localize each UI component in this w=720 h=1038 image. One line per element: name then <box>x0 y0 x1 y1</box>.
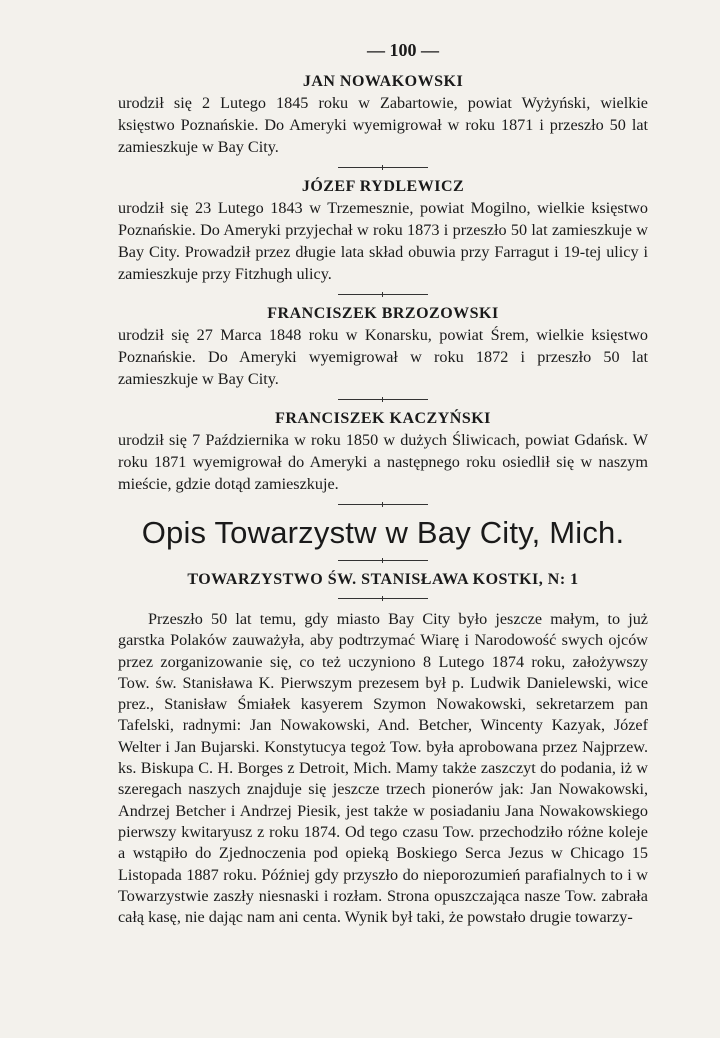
entry-text: urodził się 7 Października w roku 1850 w dużych Śliwicach, powiat Gdańsk. W roku 1871 wyemigrował do Ameryki a następnego roku osiedlił się w naszym mieście, gdzie dotąd zamieszkuje. <box>118 431 648 493</box>
entry-name: JÓZEF RYDLEWICZ <box>301 178 465 195</box>
page-number: — 100 — <box>367 40 439 60</box>
entry-text: urodził się 27 Marca 1848 roku w Konarsku, powiat Śrem, wielkie księstwo Poznańskie. Do Ameryki wyemigrował w roku 1872 i przeszło 50 lat zamieszkuje w Bay City. <box>118 326 648 388</box>
section-divider <box>338 294 428 295</box>
society-heading: TOWARZYSTWO ŚW. STANISŁAWA KOSTKI, N: 1 <box>187 571 579 588</box>
entry-name: FRANCISZEK KACZYŃSKI <box>275 410 491 427</box>
section-divider <box>338 399 428 400</box>
biography-entry <box>118 178 648 285</box>
entry-text: urodził się 2 Lutego 1845 roku w Zabartowie, powiat Wyżyński, wielkie księstwo Poznańskie. Do Ameryki wyemigrował w roku 1871 i przeszło 50 lat zamieszkuje w Bay City. <box>118 94 648 156</box>
section-divider <box>338 167 428 168</box>
entry-name: FRANCISZEK BRZOZOWSKI <box>267 305 499 322</box>
section-divider <box>338 560 428 561</box>
biography-entry <box>118 410 648 495</box>
biography-entry <box>118 73 648 158</box>
section-divider <box>338 598 428 599</box>
section-title: Opis Towarzystw w Bay City, Mich. <box>141 515 625 550</box>
entry-name: JAN NOWAKOWSKI <box>302 73 464 90</box>
biography-entry <box>118 305 648 390</box>
entry-text: urodził się 23 Lutego 1843 w Trzemesznie, powiat Mogilno, wielkie księstwo Poznańskie. Do Ameryki przyjechał w roku 1873 i przeszło 50 lat zamieszkuje w Bay City. Prowadził przez długie lata skład obuwia przy Farragut i 19-tej ulicy i zamieszkuje przy Fitzhugh ulicy. <box>118 199 648 283</box>
section-divider <box>338 504 428 505</box>
society-history-paragraph: Przeszło 50 lat temu, gdy miasto Bay City było jeszcze małym, to już garstka Polaków zauważyła, aby podtrzymać Wiarę i Narodowość swych ojców przez zorganizowanie się, co też uczyniono 8 Lutego 1874 roku, założywszy Tow. św. Stanisława K. Pierwszym prezesem był p. Ludwik Danielewski, wice prez., Stanisław Śmiałek kasyerem Szymon Nowakowski, sekretarzem pan Tafelski, radnymi: Jan Nowakowski, And. Betcher, Wincenty Kazyak, Józef Welter i Jan Bujarski. Konstytucya tegoż Tow. była aprobowana przez Najprzew. ks. Biskupa C. H. Borges z Detroit, Mich. Mamy także zaszczyt do podania, iż w szeregach naszych znajduje się jeszcze trzech pionerów jak: Jan Nowakowski, Andrzej Betcher i Andrzej Piesik, jest także w posiadaniu Jana Nowakowskiego pierwszy kwitaryusz z roku 1874. Od tego czasu Tow. przechodziło różne koleje a wstąpiło do Zjednoczenia pod opieką Boskiego Serca Jezus w Chicago 15 Listopada 1887 roku. Później gdy przyszło do nieporozumień parafialnych to i w Towarzystwie zaszły niesnaski i rozłam. Strona opuszczająca nasze Tow. zabrała całą kasę, nie dając nam ani centa. Wynik był taki, że powstało drugie towarzy- <box>118 610 648 927</box>
